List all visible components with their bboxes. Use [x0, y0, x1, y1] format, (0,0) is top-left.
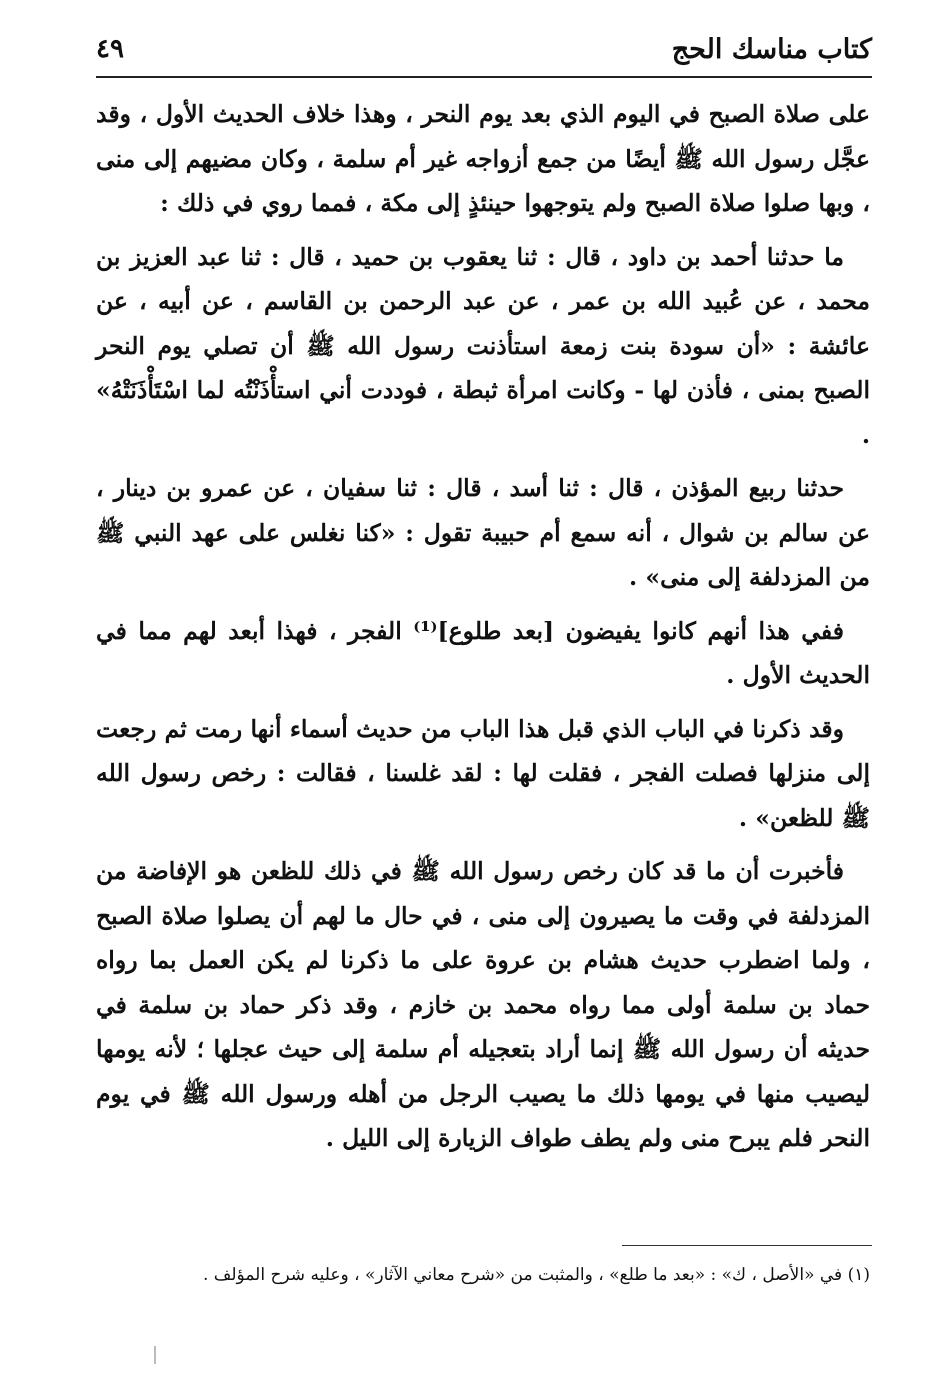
paragraph-6: فأخبرت أن ما قد كان رخص رسول الله ﷺ في ذلك للظعن هو الإفاضة من المزدلفة في وقت ما يصيرون إلى منى ، في حال ما لهم أن يصلوا صلاة الصبح ، ولما اضطرب حديث هشام بن عروة على ما ذكرنا لم يكن العمل بما رواه حماد بن سلمة أولى مما رواه محمد بن خازم ، وقد ذكر حماد بن سلمة في حديثه أن رسول الله ﷺ إنما أراد بتعجيله أم سلمة إلى حيث عجلها ؛ لأنه يومها ليصيب منها في يومها ذلك ما يصيب الرجل من أهله ورسول الله ﷺ في يوم النحر فلم يبرح منى ولم يطف طواف الزيارة إلى الليل .: [96, 857, 870, 1152]
footnote-divider: [622, 1245, 872, 1246]
footnote: (١) في «الأصل ، ك» : «بعد ما طلع» ، والمثبت من «شرح معاني الآثار» ، وعليه شرح المؤلف .: [202, 1265, 870, 1285]
paragraph-1: على صلاة الصبح في اليوم الذي بعد يوم النحر ، وهذا خلاف الحديث الأول ، وقد عجَّل رسول الله ﷺ أيضًا من جمع أزواجه غير أم سلمة ، وكان مضيهم إلى منى ، وبها صلوا صلاة الصبح ولم يتوجهوا حينئذٍ إلى مكة ، فمما روي في ذلك :: [96, 100, 870, 217]
book-title: كتاب مناسك الحج: [671, 34, 872, 65]
paragraph-2: ما حدثنا أحمد بن داود ، قال : ثنا يعقوب بن حميد ، قال : ثنا عبد العزيز بن محمد ، عن عُبيد الله بن عمر ، عن عبد الرحمن بن القاسم ، عن أبيه ، عن عائشة : «أن سودة بنت زمعة استأذنت رسول الله ﷺ أن تصلي يوم النحر الصبح بمنى ، فأذن لها - وكانت امرأة ثبطة ، فوددت أني استأْذَنْتُه لما اسْتَأْذَنَتْهُ» .: [96, 242, 870, 449]
main-text: [96, 92, 870, 1170]
page-header: [96, 28, 872, 78]
paragraph-3: حدثنا ربيع المؤذن ، قال : ثنا أسد ، قال : ثنا سفيان ، عن عمرو بن دينار ، عن سالم بن شوال ، أنه سمع أم حبيبة تقول : «كنا نغلس على عهد النبي ﷺ من المزدلفة إلى منى» .: [96, 474, 870, 591]
scan-mark: [154, 1346, 156, 1364]
paragraph-5: وقد ذكرنا في الباب الذي قبل هذا الباب من حديث أسماء أنها رمت ثم رجعت إلى منزلها فصلت الفجر ، فقلت لها : لقد غلسنا ، فقالت : رخص رسول الله ﷺ للظعن» .: [96, 714, 870, 832]
paragraph-4: ففي هذا أنهم كانوا يفيضون [بعد طلوع]⁽¹⁾ الفجر ، فهذا أبعد لهم مما في الحديث الأول .: [96, 616, 870, 689]
page-number: ٤٩: [96, 34, 124, 64]
